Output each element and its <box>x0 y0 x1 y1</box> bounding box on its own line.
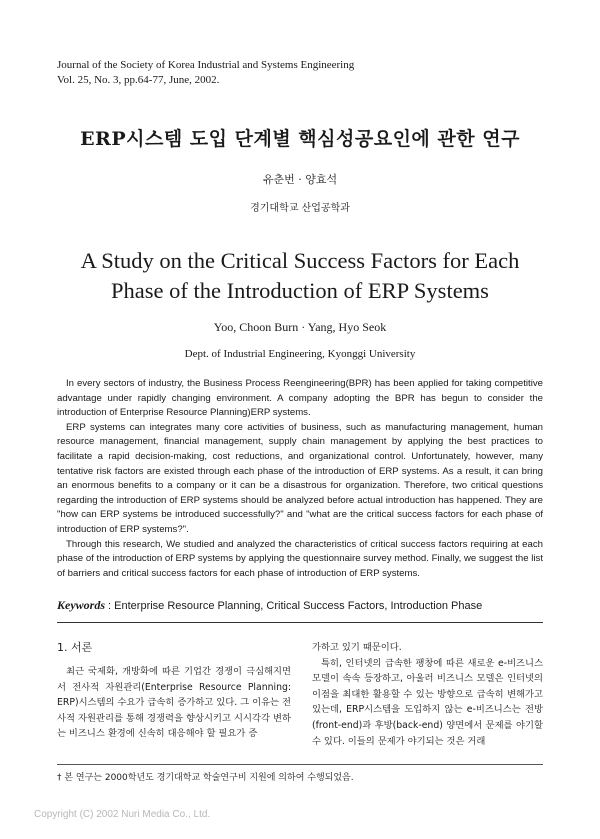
korean-title: ERP시스템 도입 단계별 핵심성공요인에 관한 연구 <box>80 128 520 150</box>
abstract-paragraph-3: Through this research, We studied and analyzed the characteristics of critical success factors requiring at each phase of the introduction of ERP systems by applying the questionnaire survey method. Finally, we suggest the list of barriers and critical success factors for each phase of introduction of ERP systems. <box>57 538 543 579</box>
footnote-divider <box>57 764 543 765</box>
body-paragraph: 최근 국제화, 개방화에 따른 기업간 경쟁이 극심해지면서 전사적 자원관리(Enterprise Resource Planning: ERP)시스템의 수요가 급속히 증가하고 있다. 그 이유는 전사적 자원관리를 통해 경쟁력을 향상시키고 시시각각 변하는 비즈니스 환경에 신속히 대응해야 할 필요가 증 <box>57 666 291 740</box>
english-title-line2: Phase of the Introduction of ERP Systems <box>111 278 489 303</box>
journal-volume: Vol. 25, No. 3, pp.64-77, June, 2002. <box>57 74 220 86</box>
footnote: † 본 연구는 2000학년도 경기대학교 학술연구비 지원에 의하여 수행되었음. <box>57 773 354 783</box>
section-divider <box>57 622 543 623</box>
abstract-paragraph-1: In every sectors of industry, the Business Process Reengineering(BPR) has been applied for taking competitive advantage under rapidly changing environment. A company adopting the BPR has begun to consider the introduction of Enterprise Resource Planning)ERP systems. <box>57 378 543 419</box>
english-affiliation: Dept. of Industrial Engineering, Kyonggi University <box>184 348 416 360</box>
keywords-text: : Enterprise Resource Planning, Critical Success Factors, Introduction Phase <box>105 600 483 612</box>
body-paragraph: 가하고 있기 때문이다. <box>312 642 402 653</box>
body-left-column <box>57 640 291 742</box>
keywords <box>57 598 557 613</box>
english-authors: Yoo, Choon Burn · Yang, Hyo Seok <box>213 320 387 334</box>
english-title <box>0 246 600 306</box>
body-right-column <box>312 640 543 749</box>
journal-header <box>57 58 354 88</box>
english-title-line1: A Study on the Critical Success Factors for Each <box>80 248 520 273</box>
korean-authors: 유춘번 · 양효석 <box>262 173 338 186</box>
abstract <box>57 377 543 581</box>
copyright-notice: Copyright (C) 2002 Nuri Media Co., Ltd. <box>34 809 211 820</box>
section-heading: 1. 서론 <box>57 641 93 654</box>
journal-name: Journal of the Society of Korea Industrial and Systems Engineering <box>57 59 355 71</box>
body-paragraph: 특히, 인터넷의 급속한 팽창에 따른 새로운 e-비즈니스 모델이 속속 등장하고, 아울러 비즈니스 모델은 인터넷의 이점을 최대한 활용할 수 있는 방향으로 급속히 변해가고 있는데, ERP시스템을 도입하지 않는 e-비즈니스는 전방(front-end)과 후방(back-end) 양면에서 문제를 야기할 수 있다. 이들의 문제가 야기되는 것은 거래 <box>312 657 543 747</box>
abstract-paragraph-2: ERP systems can integrates many core activities of business, such as manufacturing management, human resource management, financial management, supply chain management by applying the best practices to facilitate a rapid decision-making, cost reductions, and organizational control. Unfortunately, however, many tentative risk factors are existed through each phase of the introduction of ERP systems. As a result, it can bring an enormous benefits to a company or it can be a disastrous for organization. Therefore, two critical questions regarding the introduction of ERP systems should be analyzed before actual introduction has happened. They are "how can ERP systems be introduced successfully?" and "what are the critical success factors for each phase of introduction of ERP systems?". <box>57 421 543 535</box>
keywords-label: Keywords <box>57 598 105 612</box>
korean-affiliation: 경기대학교 산업공학과 <box>250 203 350 214</box>
